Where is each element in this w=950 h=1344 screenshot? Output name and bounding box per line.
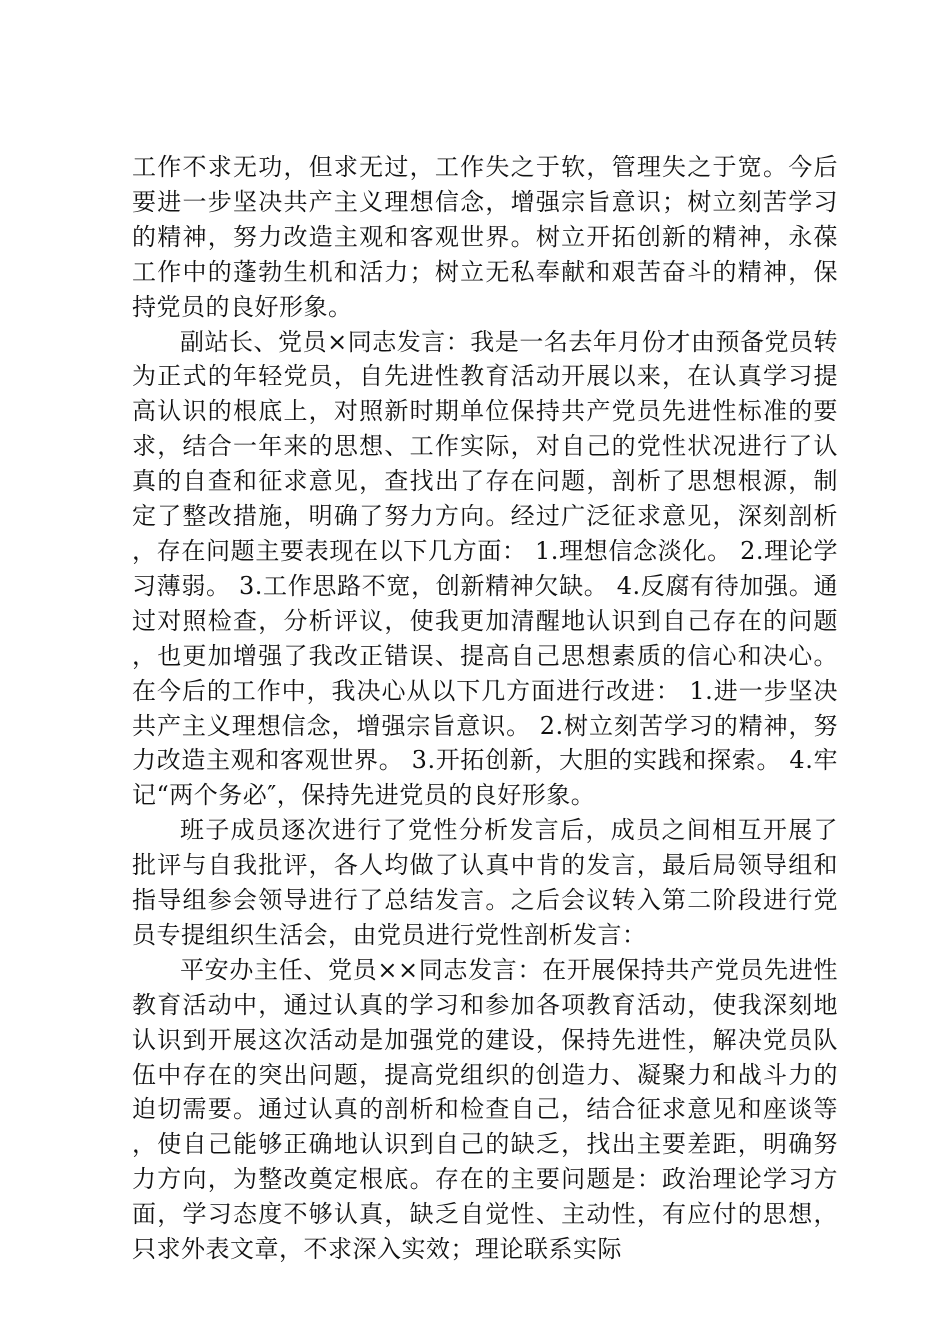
body-text (132, 150, 838, 1267)
paragraph-team-criticism-summary: 班子成员逐次进行了党性分析发言后，成员之间相互开展了批评与自我批评，各人均做了认真中肯的发言，最后局领导组和指导组参会领导进行了总结发言。之后会议转入第二阶段进行党员专提组织生活会，由党员进行党性剖析发言： (132, 816, 838, 949)
paragraph-deputy-station-chief-speech: 副站长、党员×同志发言：我是一名去年月份才由预备党员转为正式的年轻党员，自先进性教育活动开展以来，在认真学习提高认识的根底上，对照新时期单位保持共产党员先进性标准的要求，结合一年来的思想、工作实际，对自己的党性状况进行了认真的自查和征求意见，查找出了存在问题，剖析了思想根源，制定了整改措施，明确了努力方向。经过广泛征求意见，深刻剖析，存在问题主要表现在以下几方面： 1.理想信念淡化。 2.理论学习薄弱。 3.工作思路不宽，创新精神欠缺。 4.反腐有待加强。通过对照检查，分析评议，使我更加清醒地认识到自己存在的问题，也更加增强了我改正错误、提高自己思想素质的信心和决心。在今后的工作中，我决心从以下几方面进行改进： 1.进一步坚决共产主义理想信念，增强宗旨意识。 2.树立刻苦学习的精神，努力改造主观和客观世界。 3.开拓创新，大胆的实践和探索。 4.牢记“两个务必″，保持先进党员的良好形象。 (132, 327, 838, 810)
paragraph-continuation: 工作不求无功，但求无过，工作失之于软，管理失之于宽。今后要进一步坚决共产主义理想信念，增强宗旨意识；树立刻苦学习的精神，努力改造主观和客观世界。树立开拓创新的精神，永葆工作中的蓬勃生机和活力；树立无私奉献和艰苦奋斗的精神，保持党员的良好形象。 (132, 153, 838, 321)
paragraph-safety-office-director-speech: 平安办主任、党员××同志发言：在开展保持共产党员先进性教育活动中，通过认真的学习和参加各项教育活动，使我深刻地认识到开展这次活动是加强党的建设，保持先进性，解决党员队伍中存在的突出问题，提高党组织的创造力、凝聚力和战斗力的迫切需要。通过认真的剖析和检查自己，结合征求意见和座谈等，使自己能够正确地认识到自己的缺乏，找出主要差距，明确努力方向，为整改奠定根底。存在的主要问题是：政治理论学习方面，学习态度不够认真，缺乏自觉性、主动性，有应付的思想，只求外表文章，不求深入实效；理论联系实际 (132, 955, 838, 1264)
